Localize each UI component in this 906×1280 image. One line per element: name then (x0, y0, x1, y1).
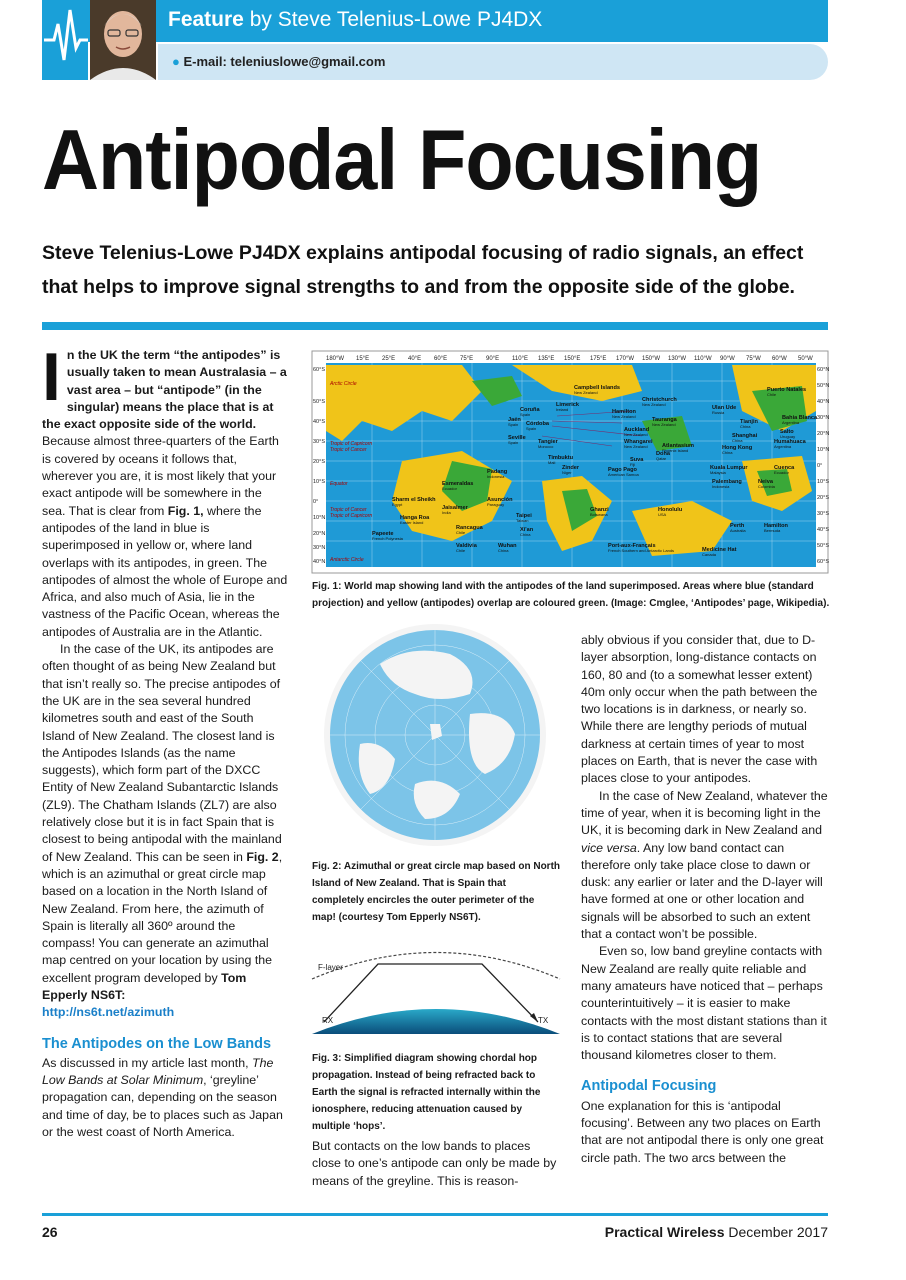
place-label: Bahia Blanca (782, 415, 818, 421)
para-1b: where the antipodes of the land in blue is superimposed in yellow or, where land overlaps with its antipodes, in green. The antipodes of almost the whole of Europe and Africa, and also much of Asia, lie in the vastness of the Pacific Ocean, whereas the antipodes of Australia are in the Atlantic. (42, 503, 288, 639)
feature-label: Feature (168, 8, 244, 31)
fig1-ref: Fig. 1, (167, 503, 204, 518)
azimuth-link[interactable]: http://ns6t.net/azimuth (42, 1005, 175, 1020)
author-photo (90, 0, 156, 80)
magazine-name: Practical Wireless (604, 1224, 725, 1240)
place-sublabel: New Zealand (642, 402, 666, 407)
email-line: ● E-mail: teleniuslowe@gmail.com (172, 54, 386, 69)
lat-label: 40°S (817, 527, 829, 533)
place-label: Atlantasium (662, 443, 695, 449)
lon-label: 150°W (642, 356, 661, 362)
lon-label: 90°W (720, 356, 735, 362)
lat-label: 10°S (817, 479, 829, 485)
place-sublabel: Egypt (392, 502, 403, 507)
place-sublabel: Spain (520, 412, 531, 417)
place-sublabel: Australia (730, 528, 746, 533)
lat-label: 40°N (817, 399, 830, 405)
para-c3-1: ably obvious if you consider that, due to D-layer absorption, long-distance contacts on 160, 80 and (to a somewhat lesser extent) 40m only occur when the path between the two locations is in darkness, or nearly so. While there are lengthy periods of mutual darkness at certain times of year to most places on Earth, that is never the case with places close to your antipodes. (581, 633, 818, 786)
fig2-ref: Fig. 2 (246, 849, 279, 864)
place-label: Kuala Lumpur (710, 465, 748, 471)
place-sublabel: Canada (702, 552, 717, 557)
place-sublabel: Argentina (782, 420, 800, 425)
issue-date: December 2017 (724, 1224, 828, 1240)
column-1 (42, 339, 288, 1141)
place-sublabel: Colombia (758, 484, 775, 489)
place-label: Tauranga (652, 417, 677, 423)
lat-label: 50°S (817, 543, 829, 549)
place-sublabel: Indonesia (712, 484, 730, 489)
place-label: Neiva (758, 479, 773, 485)
place-sublabel: Russia (712, 410, 725, 415)
tx-label: TX (538, 1016, 549, 1025)
lon-label: 130°W (668, 356, 687, 362)
para-col2: But contacts on the low bands to places close to one’s antipode can only be made by means of the greyline. This is reason- (312, 1139, 557, 1188)
lat-label: 60°S (313, 367, 325, 373)
lon-label: 170°W (616, 356, 635, 362)
lat-label: 30°S (817, 511, 829, 517)
lon-label: 60°W (772, 356, 787, 362)
lon-label: 40°E (408, 356, 422, 362)
magazine-footer (605, 1224, 828, 1240)
zone-label: Tropic of Cancer (330, 447, 367, 453)
standfirst: Steve Telenius-Lowe PJ4DX explains antipodal focusing of radio signals, an effect that helps to improve signal strengths to and from the opposite side of the globe. (42, 242, 804, 298)
place-label: Tangier (538, 439, 558, 445)
heartbeat-logo-icon (42, 0, 88, 80)
place-sublabel: Malaysia (710, 470, 726, 475)
azimuthal-globe-icon (320, 624, 550, 846)
title-rule (42, 322, 828, 330)
place-label: Sharm el Sheikh (392, 497, 436, 503)
lon-label: 75°E (460, 356, 474, 362)
place-sublabel: China (732, 438, 743, 443)
place-sublabel: Morocco (538, 444, 554, 449)
place-label: Seville (508, 435, 526, 441)
place-sublabel: Fiji (630, 462, 636, 467)
place-label: Padang (487, 469, 508, 475)
lon-label: 75°W (746, 356, 761, 362)
place-sublabel: Ireland (556, 407, 569, 412)
place-sublabel: Chile (767, 392, 777, 397)
place-label: Hanga Roa (400, 515, 430, 521)
place-sublabel: Botswana (590, 512, 608, 517)
zone-label: Equator (330, 481, 348, 487)
place-label: Auckland (624, 427, 650, 433)
place-label: Limerick (556, 402, 580, 408)
place-label: Suva (630, 457, 644, 463)
fig2-azimuthal-map (320, 624, 550, 846)
place-sublabel: Indonesia (487, 474, 505, 479)
dropcap: I (42, 339, 61, 415)
lat-label: 60°N (817, 367, 830, 373)
place-label: Medicine Hat (702, 547, 737, 553)
para-1a: Because almost three-quarters of the Earth is covered by oceans it follows that, wherever you are, it is most likely that your exact antipode will be somewhere in the sea. That is clear from (42, 434, 279, 518)
place-sublabel: Easter Island (400, 520, 424, 525)
place-label: Esmeraldas (442, 481, 474, 487)
lat-label: 40°N (313, 559, 326, 565)
lon-label: 175°E (590, 356, 607, 362)
para-c3-4: One explanation for this is ‘antipodal focusing’. Between any two places on Earth that are not antipodal there is only one great circle path. The two arcs between the (581, 1098, 824, 1165)
lat-label: 10°N (817, 447, 830, 453)
lon-label: 180°W (326, 356, 345, 362)
rx-label: RX (322, 1016, 334, 1025)
lat-label: 20°S (817, 495, 829, 501)
place-sublabel: Taiwan (516, 518, 529, 523)
vice-versa: vice versa (581, 840, 637, 855)
subhead-antipodal-focusing: Antipodal Focusing (581, 1078, 717, 1095)
place-label: Xi'an (520, 527, 534, 533)
place-sublabel: Spain (526, 426, 537, 431)
lon-label: 50°W (798, 356, 813, 362)
place-sublabel: American Samoa (608, 472, 639, 477)
lon-label: 150°E (564, 356, 581, 362)
place-sublabel: China (722, 450, 733, 455)
place-sublabel: Ecuador (774, 470, 789, 475)
article-ref: The Low Bands at Solar Minimum (42, 1055, 274, 1088)
lon-label: 110°E (512, 356, 528, 362)
place-label: Jaén (508, 417, 521, 423)
place-label: Wuhan (498, 543, 517, 549)
fig2-caption: Fig. 2: Azimuthal or great circle map based on North Island of New Zealand. That is Spain that completely encircles the outer perimeter of the map! (courtesy Tom Epperly NS6T). (312, 861, 561, 923)
place-label: Port-aux-Français (608, 543, 656, 549)
place-sublabel: Spain (508, 440, 519, 445)
zone-label: Antarctic Circle (330, 557, 364, 563)
byline: by Steve Telenius-Lowe PJ4DX (243, 8, 543, 31)
para-3b: , ‘greyline’ propagation can, depending on the season and time of day, be to places such as Japan or the west coast of North America. (42, 1073, 283, 1140)
column-3 (581, 632, 829, 1167)
place-sublabel: Bermuda (764, 528, 781, 533)
world-antipodes-map-icon (312, 351, 828, 573)
lat-label: 50°S (313, 399, 325, 405)
place-label: Campbell Islands (574, 385, 621, 391)
place-sublabel: French Polynesia (372, 536, 403, 541)
place-label: Cuenca (774, 465, 795, 471)
place-sublabel: Phoenix Island (662, 448, 689, 453)
place-sublabel: New Zealand (612, 414, 636, 419)
place-label: Valdivia (456, 543, 477, 549)
place-sublabel: French Southern and Antarctic Lands (608, 548, 675, 553)
lon-label: 15°E (356, 356, 370, 362)
lon-label: 110°W (694, 356, 712, 362)
place-sublabel: China (740, 424, 751, 429)
lat-label: 20°S (313, 459, 325, 465)
author-portrait-icon (90, 0, 156, 80)
feature-byline (168, 8, 542, 32)
zone-label: Tropic of Capricorn (330, 441, 373, 447)
lon-label: 90°E (486, 356, 500, 362)
lat-label: 10°N (313, 515, 326, 521)
place-sublabel: India (442, 510, 451, 515)
place-label: Ghanzi (590, 507, 609, 513)
place-sublabel: Niger (562, 470, 572, 475)
place-label: Timbuktu (548, 455, 574, 461)
place-sublabel: New Zealand (624, 444, 648, 449)
lead-text: n the UK the term “the antipodes” is usually taken to mean Australasia – a vast area – but “antipode” (in the singular) means the place that is at the exact opposite side of the world. (42, 348, 287, 432)
place-sublabel: New Zealand (574, 390, 598, 395)
column-2-text (312, 1138, 560, 1190)
place-label: Humahuaca (774, 439, 806, 445)
place-label: Coruña (520, 407, 540, 413)
place-label: Zinder (562, 465, 580, 471)
zone-label: Tropic of Cancer (330, 507, 367, 513)
f-layer-label: F-layer (318, 963, 343, 972)
place-sublabel: Chile (456, 548, 466, 553)
place-label: Rancagua (456, 525, 483, 531)
lat-label: 30°N (313, 545, 326, 551)
place-label: Palembang (712, 479, 742, 485)
para-c3-3: Even so, low band greyline contacts with New Zealand are really quite reliable and many amateurs have noticed that – perhaps counterintuitively – it is easier to make contacts with the most distant stations than it is to contact stations that are several thousand kilometres closer to them. (581, 944, 827, 1063)
fig1-caption: Fig. 1: World map showing land with the antipodes of the land superimposed. Areas where blue (standard projection) and yellow (antipodes) overlap are coloured green. (Image: Cmglee, ‘Antipodes’ page, Wikipedia). (312, 581, 830, 609)
zone-label: Tropic of Capricorn (330, 513, 373, 519)
place-label: Asunción (487, 497, 513, 503)
place-label: Jaisalmer (442, 505, 468, 511)
para-c3-2a: In the case of New Zealand, whatever the time of year, when it is becoming light in the UK, it is becoming dark in New Zealand and (581, 788, 828, 838)
place-label: Shanghai (732, 433, 758, 439)
place-label: Whangarei (624, 439, 653, 445)
email-text: E-mail: teleniuslowe@gmail.com (183, 54, 386, 69)
para-2b: , which is an azimuthal or great circle map based on a location in the North Island of New Zealand. From here, the azimuth of Spain is literally all 360º around the compass! You can generate an azimuthal map centred on your location by using the excellent program developed by (42, 849, 283, 985)
lat-label: 10°S (313, 479, 325, 485)
place-label: Ulan Ude (712, 405, 737, 411)
lat-label: 50°N (817, 383, 830, 389)
lon-label: 135°E (538, 356, 555, 362)
place-label: Hamilton (612, 409, 636, 415)
para-2a: In the case of the UK, its antipodes are often thought of as being New Zealand but that isn’t really so. The precise antipodes of the UK are in the sea several hundred kilometres south and east of the South Island of New Zealand. The closest land is the Antipodes Islands (as the name suggests), which form part of the DXCC Entity of New Zealand Subantarctic Islands (ZL9). The Chatham Islands (ZL7) are also relatively close but it is in fact Spain that is closest to being antipodal with the mainland of New Zealand. This can be seen in (42, 642, 282, 864)
article-title: Antipodal Focusing (42, 111, 762, 208)
place-label: Perth (730, 523, 745, 529)
place-sublabel: China (520, 532, 531, 537)
para-3a: As discussed in my article last month, (42, 1055, 253, 1070)
place-label: Hamilton (764, 523, 788, 529)
zone-label: Arctic Circle (330, 381, 357, 387)
place-sublabel: USA (658, 512, 667, 517)
lat-label: 60°S (817, 559, 829, 565)
place-sublabel: Mali (548, 460, 556, 465)
fig3-diagram (312, 944, 560, 1034)
footer-rule (42, 1213, 828, 1216)
lon-label: 60°E (434, 356, 448, 362)
lat-label: 20°N (313, 531, 326, 537)
place-sublabel: Argentina (774, 444, 792, 449)
place-sublabel: New Zealand (652, 422, 676, 427)
place-label: Salto (780, 429, 794, 435)
place-sublabel: Uruguay (780, 434, 796, 439)
fig3-caption: Fig. 3: Simplified diagram showing chordal hop propagation. Instead of being refracted back to Earth the signal is refracted internally within the ionosphere, reducing attenuation caused by multiple ‘hops’. (312, 1053, 541, 1132)
lat-label: 40°S (313, 419, 325, 425)
place-label: Honolulu (658, 507, 683, 513)
lon-label: 25°E (382, 356, 396, 362)
place-label: Córdoba (526, 421, 549, 427)
tom-epperly: Tom Epperly NS6T: (42, 970, 247, 1002)
place-label: Pago Pago (608, 467, 637, 473)
subhead-low-bands: The Antipodes on the Low Bands (42, 1035, 272, 1052)
place-sublabel: Ecuador (442, 486, 457, 491)
place-label: Taipei (516, 513, 532, 519)
place-sublabel: New Zealand (624, 432, 648, 437)
place-label: Hong Kong (722, 445, 753, 451)
place-label: Tianjin (740, 419, 758, 425)
place-sublabel: China (498, 548, 509, 553)
place-sublabel: Chile (456, 530, 466, 535)
lat-label: 30°S (313, 439, 325, 445)
lat-label: 30°N (817, 415, 830, 421)
place-label: Puerto Natales (767, 387, 807, 393)
fig1-map (312, 351, 828, 573)
lat-label: 0° (817, 463, 823, 469)
place-label: Papeete (372, 531, 394, 537)
para-c3-2b: . Any low band contact can therefore only take place close to dawn or dusk: any earlier or later and the D-layer will have formed at one or other location and signals will be absorbed to such an extent that a contact won’t be possible. (581, 840, 823, 942)
lat-label: 0° (313, 499, 319, 505)
chordal-hop-diagram-icon (312, 944, 560, 1034)
place-label: Christchurch (642, 397, 677, 403)
page-number: 26 (42, 1224, 58, 1240)
logo-box (42, 0, 88, 80)
place-sublabel: Spain (508, 422, 519, 427)
place-sublabel: Paraguay (487, 502, 505, 507)
place-sublabel: Qatar (656, 456, 667, 461)
place-label: Doha (656, 451, 670, 457)
lat-label: 20°N (817, 431, 830, 437)
